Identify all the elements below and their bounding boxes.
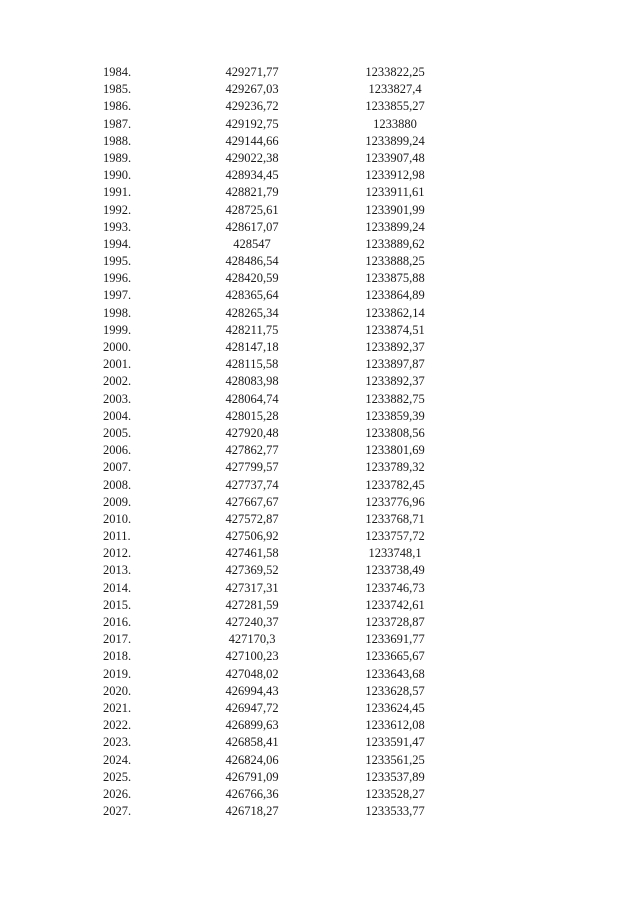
value-b-cell: 1233892,37 (365, 374, 425, 389)
value-b-cell: 1233738,49 (365, 563, 425, 578)
year-cell: 1990. (103, 168, 132, 183)
value-b-cell: 1233528,27 (365, 786, 425, 801)
year-cell: 2011. (103, 529, 131, 544)
value-a-cell: 427920,48 (225, 425, 279, 440)
table-row (0, 545, 640, 562)
value-a-cell: 426824,06 (225, 752, 279, 767)
year-cell: 2002. (103, 374, 132, 389)
value-b-cell: 1233864,89 (365, 288, 425, 303)
year-cell: 2013. (103, 563, 132, 578)
value-a-cell: 427667,67 (225, 494, 279, 509)
value-a-cell: 426994,43 (225, 683, 279, 698)
year-cell: 2016. (103, 615, 132, 629)
value-a-cell: 427048,02 (225, 666, 279, 681)
value-a-cell: 429144,66 (225, 133, 279, 148)
value-b-cell: 1233862,14 (365, 305, 425, 320)
table-row (0, 666, 640, 683)
value-b-cell: 1233827,4 (368, 82, 422, 97)
table-row (0, 683, 640, 700)
value-a-cell: 427369,52 (225, 563, 279, 578)
year-cell: 1998. (103, 305, 132, 320)
table-row (0, 339, 640, 356)
year-cell: 1995. (103, 254, 132, 269)
table-row (0, 184, 640, 201)
year-cell: 1989. (103, 150, 132, 165)
table-row (0, 442, 640, 459)
table-row (0, 133, 640, 150)
value-a-cell: 428420,59 (225, 271, 279, 286)
table-row (0, 494, 640, 511)
value-b-cell: 1233907,48 (365, 150, 425, 165)
value-a-cell: 428147,18 (225, 340, 279, 354)
table-row (0, 769, 640, 786)
table-row (0, 528, 640, 545)
value-b-cell: 1233899,24 (365, 133, 425, 148)
table-row (0, 81, 640, 98)
value-b-cell: 1233892,37 (365, 340, 425, 354)
year-cell: 1993. (103, 219, 132, 234)
year-cell: 2010. (103, 511, 132, 526)
year-cell: 1988. (103, 133, 132, 148)
table-row (0, 477, 640, 494)
value-a-cell: 427100,23 (225, 649, 279, 664)
value-b-cell: 1233912,98 (365, 168, 425, 183)
value-b-cell: 1233624,45 (365, 700, 425, 715)
table-row (0, 803, 640, 820)
value-a-cell: 428934,45 (225, 168, 279, 183)
value-b-cell: 1233591,47 (365, 735, 425, 750)
value-b-cell: 1233742,61 (365, 597, 425, 612)
value-b-cell: 1233897,87 (365, 357, 425, 372)
value-b-cell: 1233537,89 (365, 769, 425, 784)
value-a-cell: 429236,72 (225, 99, 279, 114)
table-row (0, 305, 640, 322)
table-row (0, 425, 640, 442)
value-b-cell: 1233822,25 (365, 65, 425, 79)
value-b-cell: 1233748,1 (368, 546, 422, 561)
value-b-cell: 1233880 (373, 116, 417, 131)
table-row (0, 167, 640, 184)
table-row (0, 287, 640, 304)
value-a-cell: 428486,54 (225, 254, 279, 269)
value-b-cell: 1233782,45 (365, 477, 425, 492)
value-b-cell: 1233882,75 (365, 391, 425, 406)
table-row (0, 786, 640, 803)
value-b-cell: 1233757,72 (365, 529, 425, 544)
table-row (0, 64, 640, 81)
table-row (0, 700, 640, 717)
value-a-cell: 429271,77 (225, 65, 279, 79)
table-row (0, 236, 640, 253)
year-cell: 1992. (103, 202, 132, 217)
year-cell: 1987. (103, 116, 132, 131)
value-b-cell: 1233789,32 (365, 460, 425, 475)
value-b-cell: 1233899,24 (365, 219, 425, 234)
value-a-cell: 429192,75 (225, 116, 279, 131)
value-b-cell: 1233533,77 (365, 804, 425, 819)
value-a-cell: 428547 (233, 236, 271, 251)
year-cell: 2000. (103, 340, 132, 354)
year-cell: 1994. (103, 236, 132, 251)
value-a-cell: 426718,27 (225, 804, 279, 819)
year-cell: 2025. (103, 769, 132, 784)
value-b-cell: 1233888,25 (365, 254, 425, 269)
value-b-cell: 1233612,08 (365, 718, 425, 733)
year-cell: 2007. (103, 460, 132, 475)
value-b-cell: 1233855,27 (365, 99, 425, 114)
year-cell: 1986. (103, 99, 132, 114)
value-a-cell: 427461,58 (225, 546, 279, 561)
value-a-cell: 429022,38 (225, 150, 279, 165)
value-a-cell: 427862,77 (225, 443, 279, 458)
value-b-cell: 1233801,69 (365, 443, 425, 458)
year-cell: 2018. (103, 649, 132, 664)
value-b-cell: 1233643,68 (365, 666, 425, 681)
value-b-cell: 1233859,39 (365, 408, 425, 423)
year-cell: 2006. (103, 443, 132, 458)
value-a-cell: 427170,3 (228, 632, 276, 647)
value-a-cell: 428725,61 (225, 202, 279, 217)
data-table (0, 64, 640, 820)
year-cell: 2003. (103, 391, 132, 406)
value-b-cell: 1233911,61 (365, 185, 425, 200)
table-row (0, 597, 640, 614)
value-a-cell: 427506,92 (225, 529, 279, 544)
table-row (0, 648, 640, 665)
table-row (0, 98, 640, 115)
value-a-cell: 426766,36 (225, 786, 279, 801)
table-row (0, 219, 640, 236)
value-a-cell: 426791,09 (225, 769, 279, 784)
year-cell: 2014. (103, 580, 132, 595)
value-a-cell: 428617,07 (225, 219, 279, 234)
value-b-cell: 1233628,57 (365, 683, 425, 698)
value-b-cell: 1233691,77 (365, 632, 425, 647)
table-row (0, 373, 640, 390)
value-a-cell: 426858,41 (225, 735, 279, 750)
year-cell: 2024. (103, 752, 132, 767)
table-row (0, 511, 640, 528)
year-cell: 2008. (103, 477, 132, 492)
value-a-cell: 428115,58 (225, 357, 279, 372)
year-cell: 2019. (103, 666, 132, 681)
value-a-cell: 428083,98 (225, 374, 279, 389)
value-a-cell: 428211,75 (225, 322, 279, 337)
value-a-cell: 427240,37 (225, 615, 279, 629)
year-cell: 2023. (103, 735, 132, 750)
value-a-cell: 428365,64 (225, 288, 279, 303)
table-row (0, 717, 640, 734)
table-row (0, 580, 640, 597)
value-a-cell: 427317,31 (225, 580, 279, 595)
year-cell: 2001. (103, 357, 132, 372)
value-b-cell: 1233875,88 (365, 271, 425, 286)
value-a-cell: 427799,57 (225, 460, 279, 475)
value-a-cell: 427737,74 (225, 477, 279, 492)
value-b-cell: 1233889,62 (365, 236, 425, 251)
year-cell: 1991. (103, 185, 132, 200)
table-row (0, 459, 640, 476)
value-a-cell: 427281,59 (225, 597, 279, 612)
year-cell: 1997. (103, 288, 132, 303)
table-row (0, 253, 640, 270)
year-cell: 2005. (103, 425, 132, 440)
value-b-cell: 1233768,71 (365, 511, 425, 526)
table-row (0, 150, 640, 167)
value-a-cell: 426899,63 (225, 718, 279, 733)
year-cell: 2020. (103, 683, 132, 698)
table-row (0, 734, 640, 751)
year-cell: 2012. (103, 546, 132, 561)
table-row (0, 270, 640, 287)
value-a-cell: 428265,34 (225, 305, 279, 320)
value-b-cell: 1233728,87 (365, 615, 425, 629)
year-cell: 1984. (103, 65, 132, 79)
table-row (0, 356, 640, 373)
year-cell: 2021. (103, 700, 132, 715)
value-a-cell: 428015,28 (225, 408, 279, 423)
year-cell: 2026. (103, 786, 132, 801)
value-b-cell: 1233808,56 (365, 425, 425, 440)
value-b-cell: 1233901,99 (365, 202, 425, 217)
year-cell: 2009. (103, 494, 132, 509)
table-row (0, 752, 640, 769)
table-row (0, 202, 640, 219)
value-b-cell: 1233874,51 (365, 322, 425, 337)
value-a-cell: 427572,87 (225, 511, 279, 526)
table-row (0, 614, 640, 631)
table-row (0, 322, 640, 339)
value-a-cell: 428064,74 (225, 391, 279, 406)
value-a-cell: 429267,03 (225, 82, 279, 97)
table-row (0, 116, 640, 133)
year-cell: 2017. (103, 632, 132, 647)
year-cell: 1996. (103, 271, 132, 286)
table-row (0, 631, 640, 648)
year-cell: 2027. (103, 804, 132, 819)
year-cell: 2004. (103, 408, 132, 423)
table-row (0, 408, 640, 425)
value-b-cell: 1233561,25 (365, 752, 425, 767)
value-a-cell: 428821,79 (225, 185, 279, 200)
year-cell: 1985. (103, 82, 132, 97)
value-b-cell: 1233776,96 (365, 494, 425, 509)
value-b-cell: 1233746,73 (365, 580, 425, 595)
value-b-cell: 1233665,67 (365, 649, 425, 664)
table-row (0, 391, 640, 408)
year-cell: 1999. (103, 322, 132, 337)
table-row (0, 562, 640, 579)
year-cell: 2015. (103, 597, 132, 612)
value-a-cell: 426947,72 (225, 700, 279, 715)
year-cell: 2022. (103, 718, 132, 733)
